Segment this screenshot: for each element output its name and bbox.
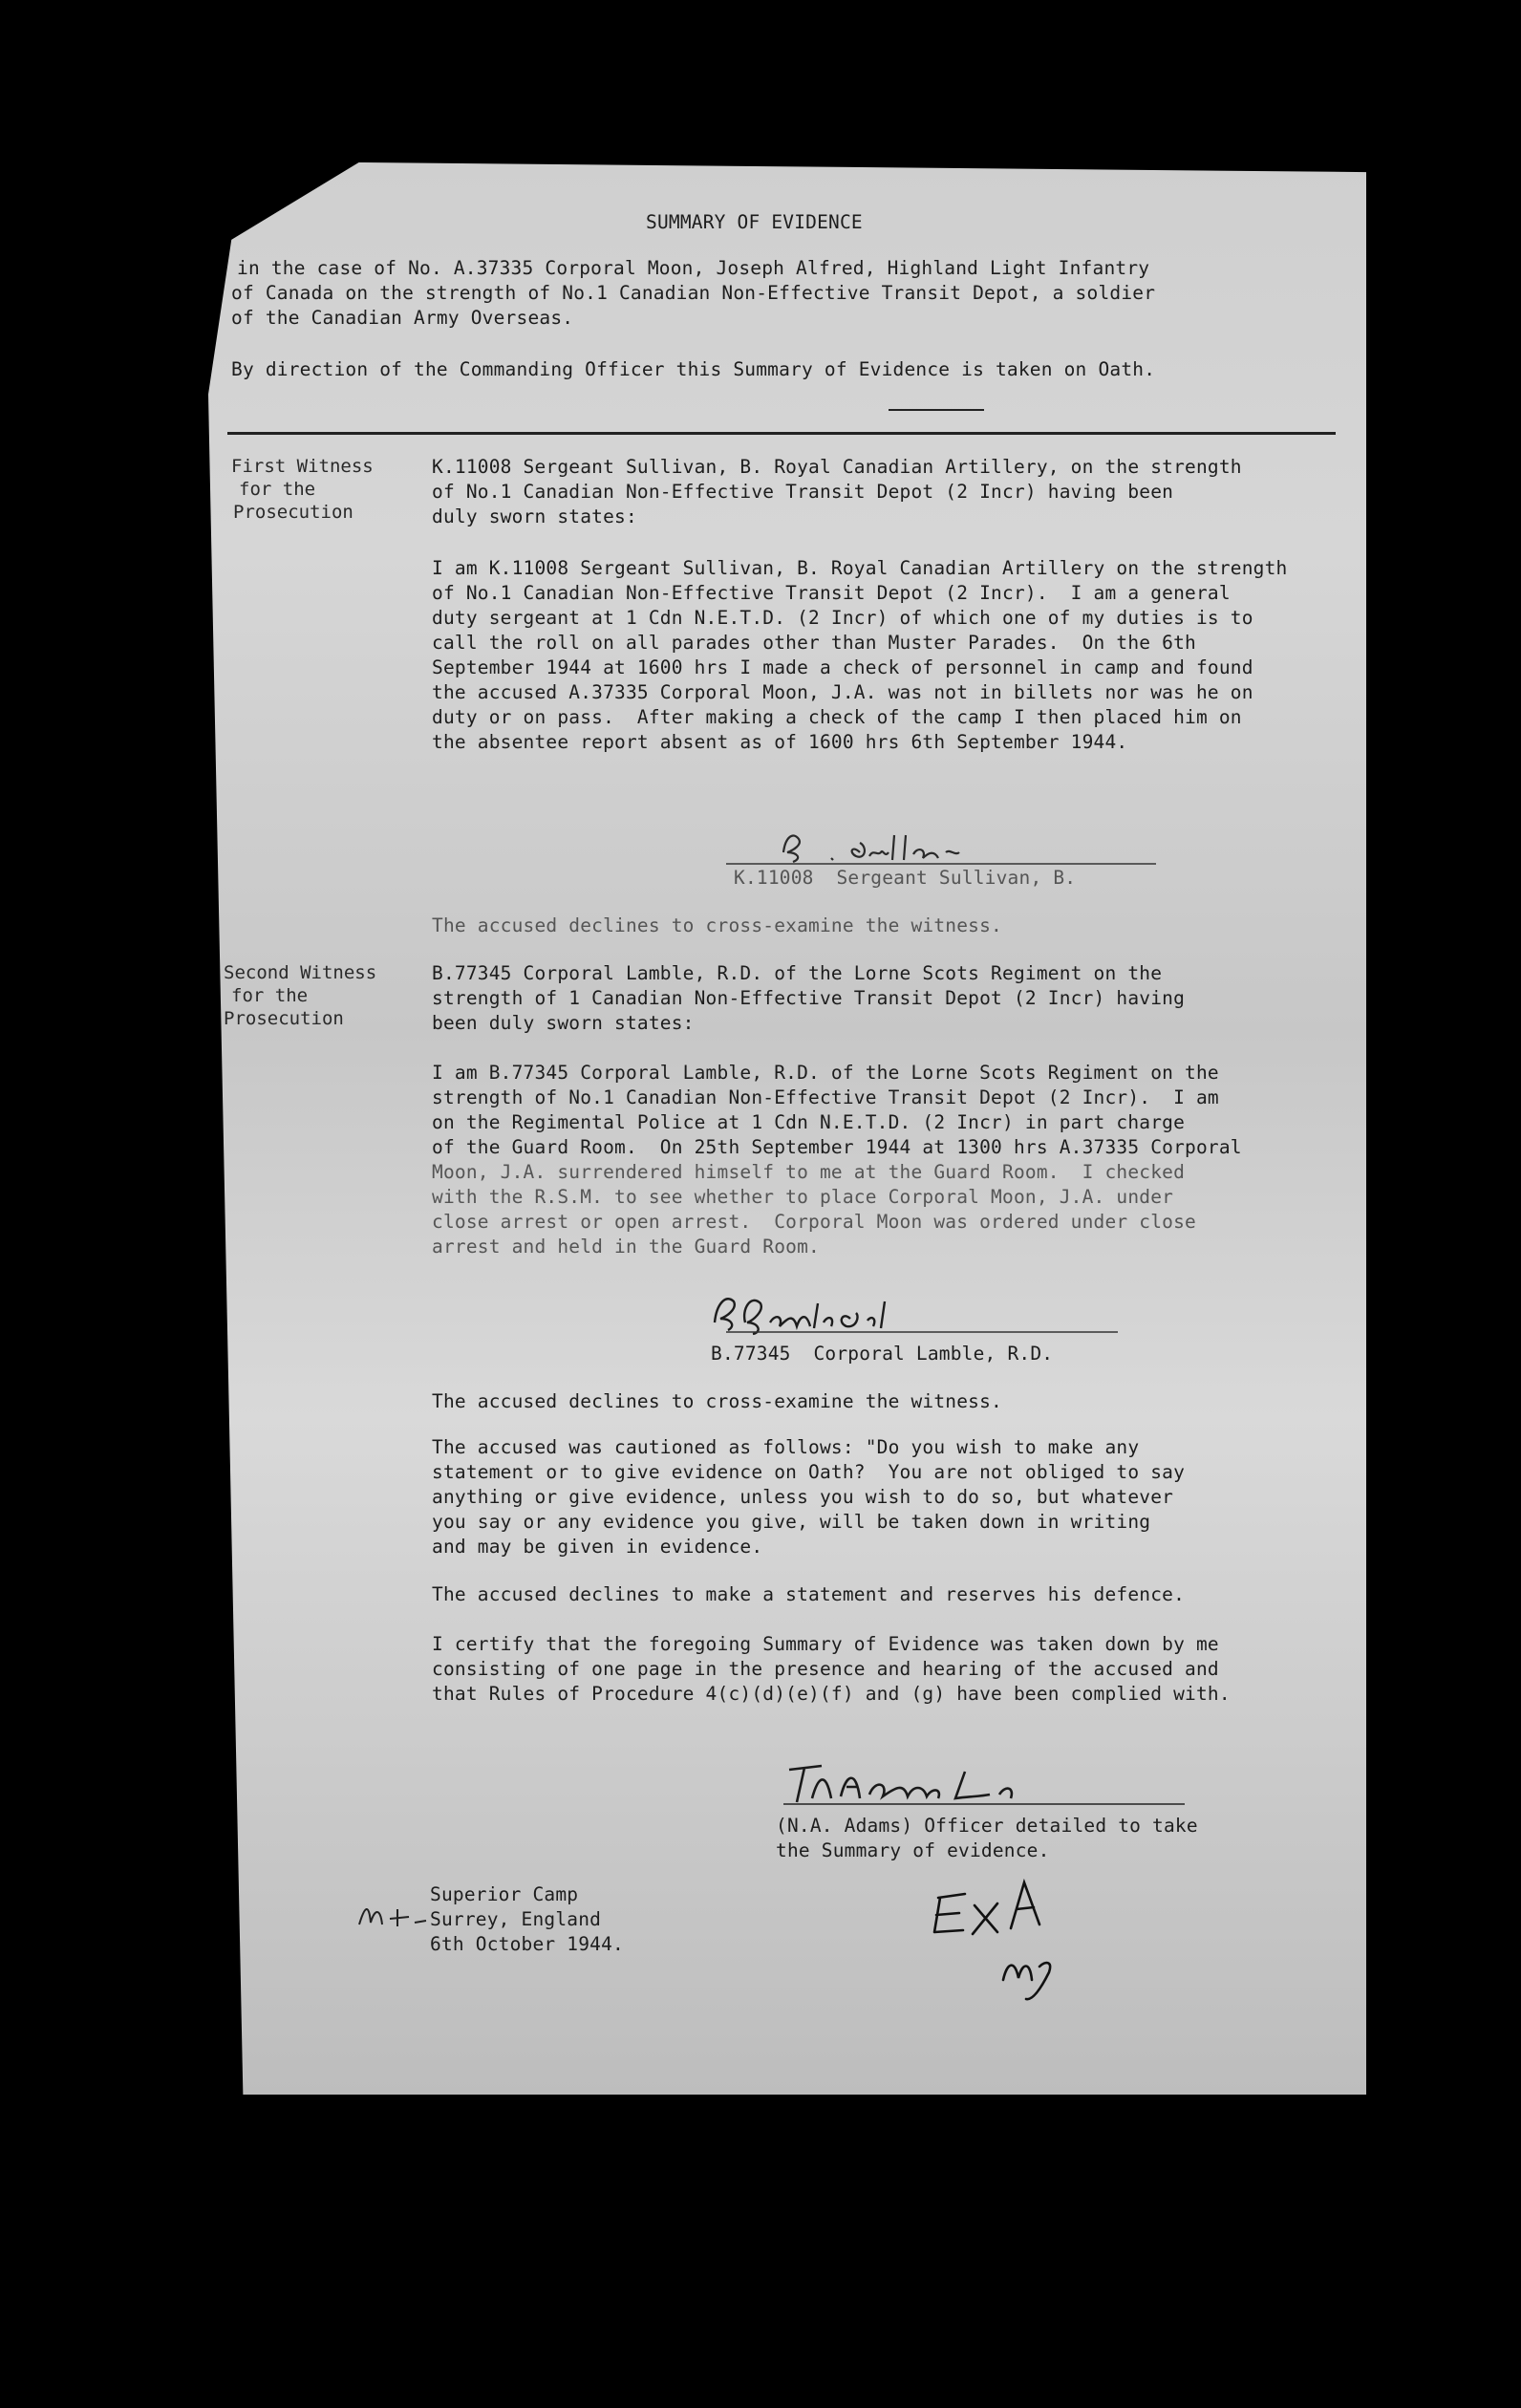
- second-statement-4: of the Guard Room. On 25th September 1944 at 1300 hrs A.37335 Corporal: [432, 1136, 1242, 1158]
- second-witness-intro-1: B.77345 Corporal Lamble, R.D. of the Lorne Scots Regiment on the: [432, 962, 1163, 984]
- second-witness-label-2: for the: [231, 985, 309, 1006]
- document-title: SUMMARY OF EVIDENCE: [646, 211, 863, 233]
- caution-line-1: The accused was cautioned as follows: "Do you wish to make any: [432, 1436, 1140, 1458]
- first-statement-7: duty or on pass. After making a check of the camp I then placed him on: [432, 706, 1242, 728]
- sullivan-signature-caption: K.11008 Sergeant Sullivan, B.: [734, 867, 1077, 889]
- preamble-line-1: in the case of No. A.37335 Corporal Moon, Joseph Alfred, Highland Light Infantry: [237, 257, 1150, 279]
- lamble-signature-caption: B.77345 Corporal Lamble, R.D.: [711, 1343, 1054, 1365]
- first-witness-label-1: First Witness: [231, 456, 374, 477]
- first-statement-8: the absentee report absent as of 1600 hrs 6th September 1944.: [432, 731, 1128, 753]
- adams-signature: [783, 1760, 1204, 1808]
- certify-line-3: that Rules of Procedure 4(c)(d)(e)(f) and (g) have been complied with.: [432, 1683, 1231, 1705]
- first-statement-3: duty sergeant at 1 Cdn N.E.T.D. (2 Incr) of which one of my duties is to: [432, 607, 1253, 629]
- short-underline: [889, 409, 984, 411]
- second-statement-8: arrest and held in the Guard Room.: [432, 1236, 820, 1258]
- second-statement-2: strength of No.1 Canadian Non-Effective Transit Depot (2 Incr). I am: [432, 1086, 1219, 1108]
- caution-line-4: you say or any evidence you give, will be taken down in writing: [432, 1511, 1151, 1533]
- first-statement-2: of No.1 Canadian Non-Effective Transit Depot (2 Incr). I am a general: [432, 582, 1231, 604]
- place-line-2: Surrey, England: [430, 1908, 602, 1930]
- lamble-signature: [707, 1284, 1127, 1338]
- preamble-line-3: of the Canadian Army Overseas.: [231, 307, 574, 329]
- preamble-line-2: of Canada on the strength of No.1 Canadian Non-Effective Transit Depot, a soldier: [231, 282, 1156, 304]
- caution-line-2: statement or to give evidence on Oath? You are not obliged to say: [432, 1461, 1186, 1483]
- certify-line-2: consisting of one page in the presence and hearing of the accused and: [432, 1658, 1219, 1680]
- place-line-1: Superior Camp: [430, 1883, 579, 1905]
- second-statement-5: Moon, J.A. surrendered himself to me at the Guard Room. I checked: [432, 1161, 1186, 1183]
- sullivan-signature: [726, 824, 1166, 868]
- first-statement-1: I am K.11008 Sergeant Sullivan, B. Royal Canadian Artillery on the strength: [432, 557, 1288, 579]
- caution-line-3: anything or give evidence, unless you wish to do so, but whatever: [432, 1486, 1174, 1508]
- first-witness-intro-3: duly sworn states:: [432, 505, 637, 527]
- second-witness-intro-2: strength of 1 Canadian Non-Effective Transit Depot (2 Incr) having: [432, 987, 1186, 1009]
- margin-initials: [355, 1896, 432, 1934]
- second-witness-label-3: Prosecution: [224, 1008, 344, 1029]
- first-statement-6: the accused A.37335 Corporal Moon, J.A. was not in billets nor was he on: [432, 681, 1253, 703]
- second-statement-3: on the Regimental Police at 1 Cdn N.E.T.D. (2 Incr) in part charge: [432, 1111, 1186, 1133]
- caution-line-5: and may be given in evidence.: [432, 1536, 763, 1558]
- officer-caption-2: the Summary of evidence.: [776, 1839, 1050, 1861]
- place-line-3: 6th October 1944.: [430, 1933, 624, 1955]
- first-witness-label-3: Prosecution: [233, 502, 353, 523]
- separator-line: [227, 432, 1336, 435]
- second-statement-1: I am B.77345 Corporal Lamble, R.D. of the Lorne Scots Regiment on the: [432, 1062, 1219, 1084]
- officer-caption-1: (N.A. Adams) Officer detailed to take: [776, 1815, 1198, 1837]
- first-statement-4: call the roll on all parades other than Muster Parades. On the 6th: [432, 632, 1196, 654]
- first-witness-intro-1: K.11008 Sergeant Sullivan, B. Royal Canadian Artillery, on the strength: [432, 456, 1242, 478]
- declines-cross-examine-1: The accused declines to cross-examine the witness.: [432, 914, 1002, 936]
- second-statement-7: close arrest or open arrest. Corporal Moon was ordered under close: [432, 1211, 1196, 1233]
- second-witness-label-1: Second Witness: [224, 962, 377, 983]
- reserves-defence: The accused declines to make a statement and reserves his defence.: [432, 1583, 1186, 1605]
- first-witness-intro-2: of No.1 Canadian Non-Effective Transit Depot (2 Incr) having been: [432, 481, 1174, 503]
- certify-line-1: I certify that the foregoing Summary of Evidence was taken down by me: [432, 1633, 1219, 1655]
- declines-cross-examine-2: The accused declines to cross-examine the witness.: [432, 1390, 1002, 1412]
- direction-text: By direction of the Commanding Officer this Summary of Evidence is taken on Oath.: [231, 358, 1156, 380]
- first-statement-5: September 1944 at 1600 hrs I made a check of personnel in camp and found: [432, 656, 1253, 678]
- second-witness-intro-3: been duly sworn states:: [432, 1012, 695, 1034]
- exhibit-mark: [927, 1873, 1118, 2007]
- first-witness-label-2: for the: [239, 479, 316, 500]
- second-statement-6: with the R.S.M. to see whether to place Corporal Moon, J.A. under: [432, 1186, 1174, 1208]
